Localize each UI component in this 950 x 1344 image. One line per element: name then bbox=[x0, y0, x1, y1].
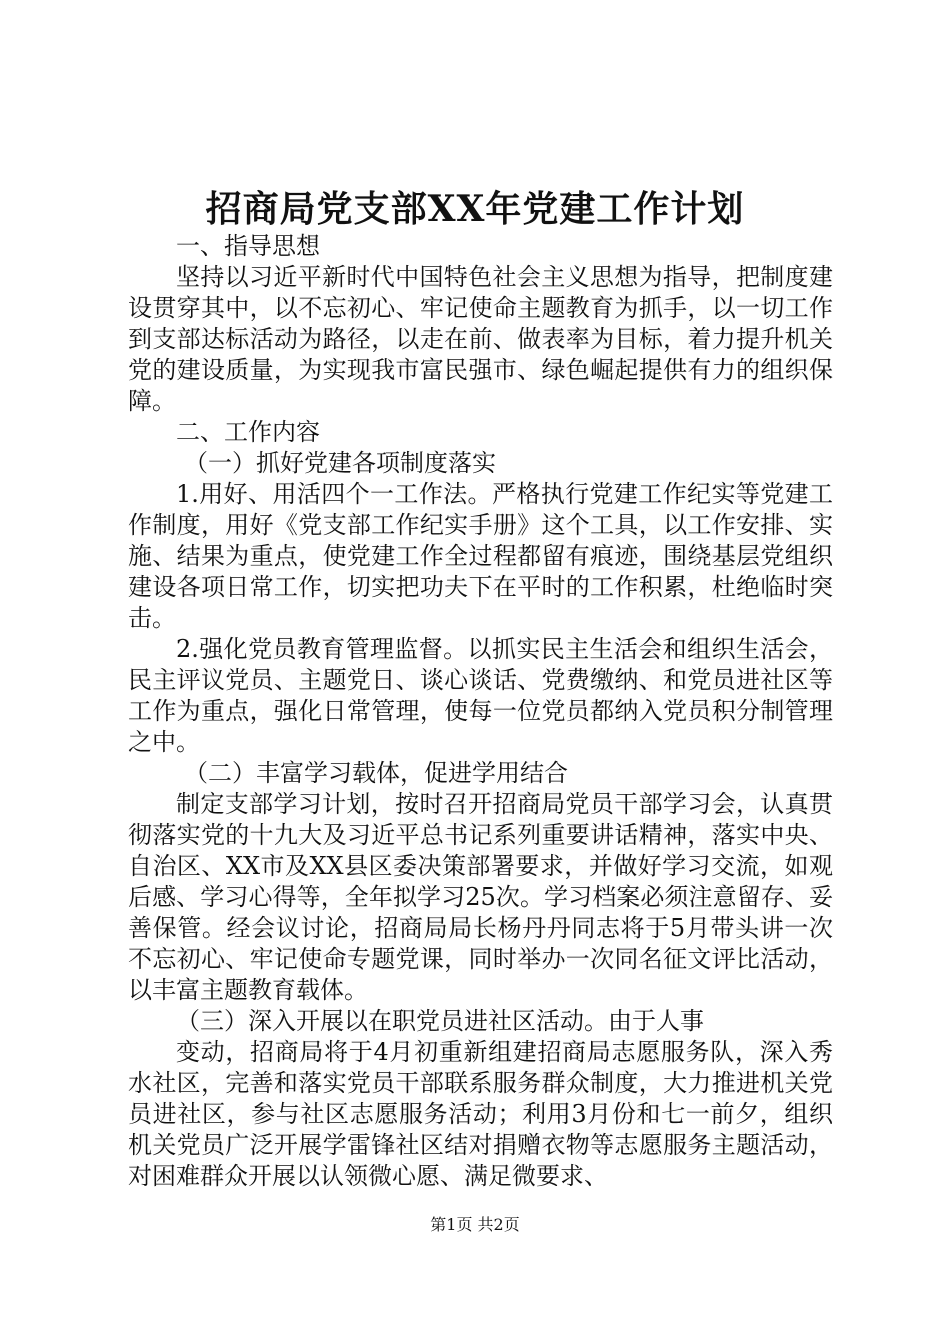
page-footer: 第1页 共2页 bbox=[430, 1215, 520, 1234]
section-heading-work-content: 二、工作内容 bbox=[176, 418, 320, 446]
document-title: 招商局党支部XX年党建工作计划 bbox=[205, 188, 745, 230]
paragraph-study-plan: 制定支部学习计划，按时召开招商局党员干部学习会，认真贯彻落实党的十九大及习近平总书记系列重要讲话精神，落实中央、自治区、XX市及XX县区委决策部署要求，并做好学习交流，如观后感、学习心得等，全年拟学习25次。学习档案必须注意留存、妥善保管。经会议讨论，招商局局长杨丹丹同志将于5月带头讲一次不忘初心、牢记使命专题党课，同时举办一次同名征文评比活动，以丰富主题教育载体。 bbox=[128, 790, 833, 1004]
section-heading-guiding-ideology: 一、指导思想 bbox=[176, 232, 320, 260]
subsection-heading-2: （二）丰富学习载体，促进学用结合 bbox=[184, 759, 568, 787]
paragraph-item-1: 1.用好、用活四个一工作法。严格执行党建工作纪实等党建工作制度，用好《党支部工作纪实手册》这个工具，以工作安排、实施、结果为重点，使党建工作全过程都留有痕迹，围绕基层党组织建设各项日常工作，切实把功夫下在平时的工作积累，杜绝临时突击。 bbox=[128, 480, 833, 632]
subsection-heading-3: （三）深入开展以在职党员进社区活动。由于人事 bbox=[176, 1007, 704, 1035]
paragraph-community-activity: 变动，招商局将于4月初重新组建招商局志愿服务队，深入秀水社区，完善和落实党员干部联系服务群众制度，大力推进机关党员进社区，参与社区志愿服务活动；利用3月份和七一前夕，组织机关党员广泛开展学雷锋社区结对捐赠衣物等志愿服务主题活动，对困难群众开展以认领微心愿、满足微要求、 bbox=[128, 1038, 833, 1190]
document-body bbox=[128, 231, 833, 1192]
subsection-heading-1: （一）抓好党建各项制度落实 bbox=[184, 449, 496, 477]
paragraph-item-2: 2.强化党员教育管理监督。以抓实民主生活会和组织生活会，民主评议党员、主题党日、谈心谈话、党费缴纳、和党员进社区等工作为重点，强化日常管理，使每一位党员都纳入党员积分制管理之中。 bbox=[128, 635, 833, 756]
paragraph-guiding-ideology: 坚持以习近平新时代中国特色社会主义思想为指导，把制度建设贯穿其中，以不忘初心、牢记使命主题教育为抓手，以一切工作到支部达标活动为路径，以走在前、做表率为目标，着力提升机关党的建设质量，为实现我市富民强市、绿色崛起提供有力的组织保障。 bbox=[128, 263, 833, 415]
